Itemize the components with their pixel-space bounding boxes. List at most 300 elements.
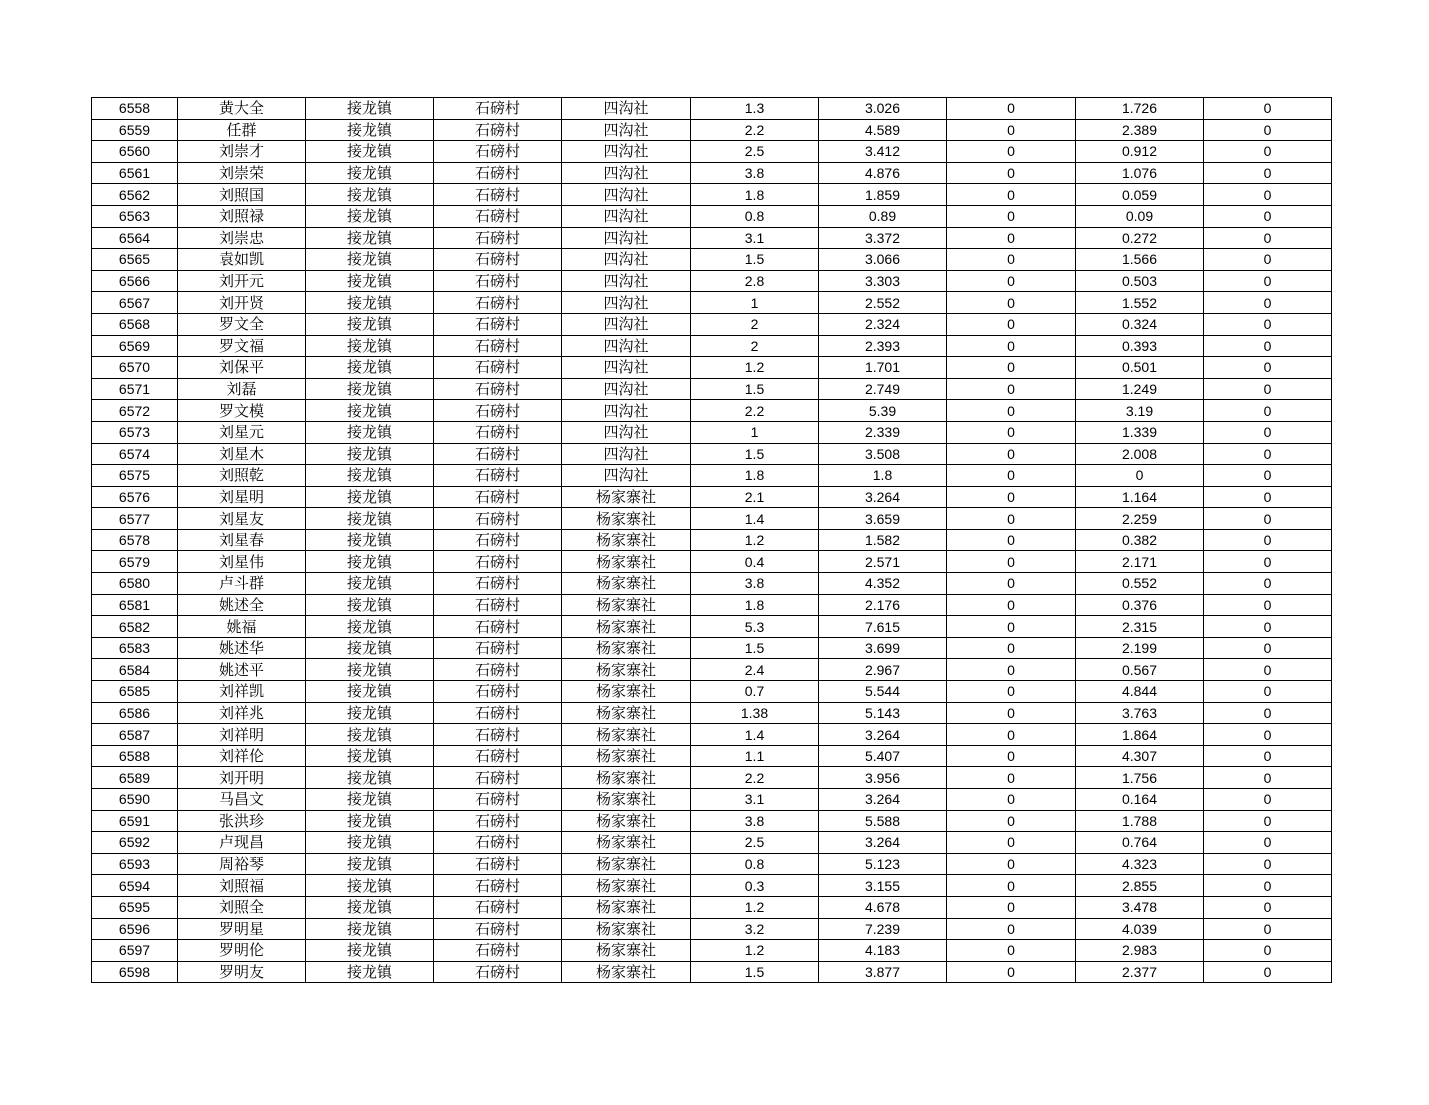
id-cell: 6573 (92, 421, 178, 443)
name-cell: 刘照禄 (178, 205, 306, 227)
value2-cell: 3.372 (819, 227, 947, 249)
group-cell: 四沟社 (562, 443, 691, 465)
id-cell: 6595 (92, 896, 178, 918)
village-cell: 石磅村 (434, 421, 562, 443)
table-row (92, 637, 1332, 659)
table-row (92, 486, 1332, 508)
value3-cell: 0 (947, 681, 1076, 703)
value5-cell: 0 (1204, 162, 1332, 184)
value5-cell: 0 (1204, 551, 1332, 573)
name-cell: 刘照乾 (178, 465, 306, 487)
table-row (92, 508, 1332, 530)
value5-cell: 0 (1204, 810, 1332, 832)
name-cell: 刘星明 (178, 486, 306, 508)
value2-cell: 4.352 (819, 573, 947, 595)
value1-cell: 1.2 (691, 529, 819, 551)
town-cell: 接龙镇 (306, 270, 434, 292)
id-cell: 6584 (92, 659, 178, 681)
town-cell: 接龙镇 (306, 896, 434, 918)
value1-cell: 3.1 (691, 789, 819, 811)
value2-cell: 4.678 (819, 896, 947, 918)
village-cell: 石磅村 (434, 918, 562, 940)
id-cell: 6562 (92, 184, 178, 206)
name-cell: 刘磊 (178, 378, 306, 400)
table-row (92, 184, 1332, 206)
table-row (92, 551, 1332, 573)
value4-cell: 1.566 (1076, 249, 1204, 271)
data-table (91, 97, 1332, 983)
value3-cell: 0 (947, 896, 1076, 918)
village-cell: 石磅村 (434, 767, 562, 789)
value4-cell: 0.764 (1076, 832, 1204, 854)
village-cell: 石磅村 (434, 875, 562, 897)
name-cell: 罗明伦 (178, 940, 306, 962)
id-cell: 6578 (92, 529, 178, 551)
value4-cell: 4.307 (1076, 745, 1204, 767)
group-cell: 四沟社 (562, 465, 691, 487)
value5-cell: 0 (1204, 832, 1332, 854)
value5-cell: 0 (1204, 616, 1332, 638)
value5-cell: 0 (1204, 313, 1332, 335)
value4-cell: 2.171 (1076, 551, 1204, 573)
value2-cell: 5.123 (819, 853, 947, 875)
table-row (92, 292, 1332, 314)
town-cell: 接龙镇 (306, 162, 434, 184)
group-cell: 杨家寨社 (562, 767, 691, 789)
name-cell: 刘崇荣 (178, 162, 306, 184)
value1-cell: 0.3 (691, 875, 819, 897)
name-cell: 罗文福 (178, 335, 306, 357)
town-cell: 接龙镇 (306, 789, 434, 811)
id-cell: 6558 (92, 98, 178, 120)
village-cell: 石磅村 (434, 853, 562, 875)
town-cell: 接龙镇 (306, 875, 434, 897)
village-cell: 石磅村 (434, 465, 562, 487)
value3-cell: 0 (947, 616, 1076, 638)
id-cell: 6593 (92, 853, 178, 875)
table-row (92, 335, 1332, 357)
town-cell: 接龙镇 (306, 421, 434, 443)
value1-cell: 3.8 (691, 810, 819, 832)
value4-cell: 0.272 (1076, 227, 1204, 249)
value4-cell: 1.756 (1076, 767, 1204, 789)
name-cell: 张洪珍 (178, 810, 306, 832)
id-cell: 6596 (92, 918, 178, 940)
value5-cell: 0 (1204, 594, 1332, 616)
town-cell: 接龙镇 (306, 573, 434, 595)
table-body (92, 98, 1332, 983)
value5-cell: 0 (1204, 465, 1332, 487)
table-row (92, 141, 1332, 163)
town-cell: 接龙镇 (306, 853, 434, 875)
value5-cell: 0 (1204, 745, 1332, 767)
id-cell: 6575 (92, 465, 178, 487)
name-cell: 刘祥兆 (178, 702, 306, 724)
id-cell: 6568 (92, 313, 178, 335)
name-cell: 刘崇才 (178, 141, 306, 163)
value5-cell: 0 (1204, 767, 1332, 789)
value1-cell: 1.4 (691, 724, 819, 746)
village-cell: 石磅村 (434, 594, 562, 616)
value2-cell: 7.615 (819, 616, 947, 638)
town-cell: 接龙镇 (306, 465, 434, 487)
value3-cell: 0 (947, 659, 1076, 681)
value2-cell: 3.264 (819, 724, 947, 746)
value1-cell: 0.4 (691, 551, 819, 573)
name-cell: 罗明友 (178, 961, 306, 983)
village-cell: 石磅村 (434, 227, 562, 249)
town-cell: 接龙镇 (306, 594, 434, 616)
value4-cell: 2.259 (1076, 508, 1204, 530)
name-cell: 姚述全 (178, 594, 306, 616)
value3-cell: 0 (947, 961, 1076, 983)
value2-cell: 4.589 (819, 119, 947, 141)
village-cell: 石磅村 (434, 961, 562, 983)
value3-cell: 0 (947, 270, 1076, 292)
value4-cell: 0.382 (1076, 529, 1204, 551)
value3-cell: 0 (947, 853, 1076, 875)
value2-cell: 2.552 (819, 292, 947, 314)
value4-cell: 1.726 (1076, 98, 1204, 120)
value2-cell: 5.143 (819, 702, 947, 724)
value1-cell: 2.5 (691, 141, 819, 163)
town-cell: 接龙镇 (306, 918, 434, 940)
name-cell: 任群 (178, 119, 306, 141)
group-cell: 四沟社 (562, 313, 691, 335)
table-row (92, 896, 1332, 918)
town-cell: 接龙镇 (306, 832, 434, 854)
village-cell: 石磅村 (434, 486, 562, 508)
group-cell: 杨家寨社 (562, 832, 691, 854)
table-row (92, 421, 1332, 443)
name-cell: 刘照全 (178, 896, 306, 918)
name-cell: 袁如凯 (178, 249, 306, 271)
value5-cell: 0 (1204, 141, 1332, 163)
value2-cell: 3.264 (819, 486, 947, 508)
value3-cell: 0 (947, 875, 1076, 897)
table-row (92, 681, 1332, 703)
id-cell: 6597 (92, 940, 178, 962)
id-cell: 6590 (92, 789, 178, 811)
village-cell: 石磅村 (434, 508, 562, 530)
name-cell: 卢斗群 (178, 573, 306, 595)
value4-cell: 0.503 (1076, 270, 1204, 292)
value5-cell: 0 (1204, 961, 1332, 983)
value1-cell: 3.2 (691, 918, 819, 940)
id-cell: 6571 (92, 378, 178, 400)
value1-cell: 1.8 (691, 465, 819, 487)
group-cell: 四沟社 (562, 292, 691, 314)
value1-cell: 0.8 (691, 853, 819, 875)
value4-cell: 4.039 (1076, 918, 1204, 940)
value4-cell: 1.249 (1076, 378, 1204, 400)
town-cell: 接龙镇 (306, 335, 434, 357)
value5-cell: 0 (1204, 270, 1332, 292)
name-cell: 刘开明 (178, 767, 306, 789)
group-cell: 杨家寨社 (562, 551, 691, 573)
id-cell: 6589 (92, 767, 178, 789)
id-cell: 6572 (92, 400, 178, 422)
value4-cell: 4.844 (1076, 681, 1204, 703)
value4-cell: 1.164 (1076, 486, 1204, 508)
value5-cell: 0 (1204, 205, 1332, 227)
value2-cell: 4.183 (819, 940, 947, 962)
village-cell: 石磅村 (434, 292, 562, 314)
value4-cell: 2.315 (1076, 616, 1204, 638)
value5-cell: 0 (1204, 573, 1332, 595)
value4-cell: 1.552 (1076, 292, 1204, 314)
value2-cell: 3.303 (819, 270, 947, 292)
value3-cell: 0 (947, 98, 1076, 120)
group-cell: 杨家寨社 (562, 810, 691, 832)
id-cell: 6594 (92, 875, 178, 897)
table-row (92, 745, 1332, 767)
id-cell: 6588 (92, 745, 178, 767)
town-cell: 接龙镇 (306, 702, 434, 724)
group-cell: 四沟社 (562, 357, 691, 379)
value3-cell: 0 (947, 313, 1076, 335)
value1-cell: 1.5 (691, 961, 819, 983)
group-cell: 杨家寨社 (562, 486, 691, 508)
id-cell: 6587 (92, 724, 178, 746)
value3-cell: 0 (947, 486, 1076, 508)
value1-cell: 1.38 (691, 702, 819, 724)
table-row (92, 573, 1332, 595)
name-cell: 刘祥明 (178, 724, 306, 746)
group-cell: 杨家寨社 (562, 637, 691, 659)
value1-cell: 2.1 (691, 486, 819, 508)
value2-cell: 2.393 (819, 335, 947, 357)
value5-cell: 0 (1204, 681, 1332, 703)
name-cell: 姚述平 (178, 659, 306, 681)
town-cell: 接龙镇 (306, 357, 434, 379)
town-cell: 接龙镇 (306, 551, 434, 573)
value2-cell: 3.659 (819, 508, 947, 530)
town-cell: 接龙镇 (306, 508, 434, 530)
value1-cell: 3.8 (691, 573, 819, 595)
value3-cell: 0 (947, 357, 1076, 379)
name-cell: 刘祥凯 (178, 681, 306, 703)
value2-cell: 3.026 (819, 98, 947, 120)
village-cell: 石磅村 (434, 573, 562, 595)
value5-cell: 0 (1204, 119, 1332, 141)
town-cell: 接龙镇 (306, 659, 434, 681)
group-cell: 杨家寨社 (562, 724, 691, 746)
town-cell: 接龙镇 (306, 637, 434, 659)
value3-cell: 0 (947, 767, 1076, 789)
value5-cell: 0 (1204, 940, 1332, 962)
value3-cell: 0 (947, 421, 1076, 443)
table-row (92, 270, 1332, 292)
value4-cell: 2.008 (1076, 443, 1204, 465)
value2-cell: 7.239 (819, 918, 947, 940)
value1-cell: 1.2 (691, 940, 819, 962)
value4-cell: 3.478 (1076, 896, 1204, 918)
value5-cell: 0 (1204, 335, 1332, 357)
table-row (92, 875, 1332, 897)
value5-cell: 0 (1204, 421, 1332, 443)
value3-cell: 0 (947, 443, 1076, 465)
value2-cell: 2.176 (819, 594, 947, 616)
table-row (92, 357, 1332, 379)
value1-cell: 1 (691, 292, 819, 314)
group-cell: 四沟社 (562, 378, 691, 400)
table-row (92, 227, 1332, 249)
value1-cell: 1.5 (691, 443, 819, 465)
village-cell: 石磅村 (434, 940, 562, 962)
value2-cell: 5.407 (819, 745, 947, 767)
village-cell: 石磅村 (434, 184, 562, 206)
id-cell: 6570 (92, 357, 178, 379)
group-cell: 四沟社 (562, 119, 691, 141)
town-cell: 接龙镇 (306, 141, 434, 163)
value4-cell: 2.983 (1076, 940, 1204, 962)
group-cell: 四沟社 (562, 249, 691, 271)
value2-cell: 2.967 (819, 659, 947, 681)
value2-cell: 3.412 (819, 141, 947, 163)
value2-cell: 3.264 (819, 789, 947, 811)
group-cell: 杨家寨社 (562, 745, 691, 767)
value1-cell: 1.2 (691, 896, 819, 918)
value4-cell: 3.763 (1076, 702, 1204, 724)
value1-cell: 2 (691, 313, 819, 335)
village-cell: 石磅村 (434, 529, 562, 551)
town-cell: 接龙镇 (306, 810, 434, 832)
name-cell: 罗文模 (178, 400, 306, 422)
value3-cell: 0 (947, 789, 1076, 811)
value3-cell: 0 (947, 400, 1076, 422)
group-cell: 杨家寨社 (562, 853, 691, 875)
value5-cell: 0 (1204, 378, 1332, 400)
group-cell: 杨家寨社 (562, 659, 691, 681)
value2-cell: 2.339 (819, 421, 947, 443)
group-cell: 杨家寨社 (562, 961, 691, 983)
value1-cell: 2.4 (691, 659, 819, 681)
value1-cell: 2 (691, 335, 819, 357)
table-row (92, 853, 1332, 875)
name-cell: 周裕琴 (178, 853, 306, 875)
value4-cell: 0.552 (1076, 573, 1204, 595)
name-cell: 卢现昌 (178, 832, 306, 854)
village-cell: 石磅村 (434, 249, 562, 271)
village-cell: 石磅村 (434, 637, 562, 659)
name-cell: 刘开贤 (178, 292, 306, 314)
value2-cell: 3.264 (819, 832, 947, 854)
town-cell: 接龙镇 (306, 249, 434, 271)
id-cell: 6564 (92, 227, 178, 249)
name-cell: 刘星友 (178, 508, 306, 530)
village-cell: 石磅村 (434, 119, 562, 141)
town-cell: 接龙镇 (306, 486, 434, 508)
village-cell: 石磅村 (434, 724, 562, 746)
value2-cell: 2.324 (819, 313, 947, 335)
id-cell: 6583 (92, 637, 178, 659)
value4-cell: 0.567 (1076, 659, 1204, 681)
village-cell: 石磅村 (434, 443, 562, 465)
value2-cell: 5.39 (819, 400, 947, 422)
id-cell: 6585 (92, 681, 178, 703)
value1-cell: 1.8 (691, 594, 819, 616)
value3-cell: 0 (947, 508, 1076, 530)
value3-cell: 0 (947, 378, 1076, 400)
value1-cell: 2.2 (691, 119, 819, 141)
value1-cell: 1.3 (691, 98, 819, 120)
id-cell: 6586 (92, 702, 178, 724)
value4-cell: 2.199 (1076, 637, 1204, 659)
name-cell: 马昌文 (178, 789, 306, 811)
id-cell: 6569 (92, 335, 178, 357)
village-cell: 石磅村 (434, 400, 562, 422)
table-row (92, 810, 1332, 832)
value4-cell: 2.389 (1076, 119, 1204, 141)
table-row (92, 98, 1332, 120)
value3-cell: 0 (947, 249, 1076, 271)
group-cell: 杨家寨社 (562, 940, 691, 962)
town-cell: 接龙镇 (306, 767, 434, 789)
name-cell: 刘照福 (178, 875, 306, 897)
value4-cell: 0.393 (1076, 335, 1204, 357)
value3-cell: 0 (947, 724, 1076, 746)
group-cell: 杨家寨社 (562, 702, 691, 724)
value4-cell: 2.377 (1076, 961, 1204, 983)
group-cell: 杨家寨社 (562, 875, 691, 897)
table-row (92, 313, 1332, 335)
value5-cell: 0 (1204, 249, 1332, 271)
value2-cell: 2.749 (819, 378, 947, 400)
group-cell: 杨家寨社 (562, 594, 691, 616)
town-cell: 接龙镇 (306, 529, 434, 551)
value3-cell: 0 (947, 335, 1076, 357)
village-cell: 石磅村 (434, 313, 562, 335)
table-row (92, 961, 1332, 983)
table-row (92, 529, 1332, 551)
table-row (92, 249, 1332, 271)
value2-cell: 1.859 (819, 184, 947, 206)
value2-cell: 1.582 (819, 529, 947, 551)
village-cell: 石磅村 (434, 702, 562, 724)
value4-cell: 0.912 (1076, 141, 1204, 163)
village-cell: 石磅村 (434, 745, 562, 767)
value5-cell: 0 (1204, 486, 1332, 508)
value3-cell: 0 (947, 594, 1076, 616)
town-cell: 接龙镇 (306, 184, 434, 206)
village-cell: 石磅村 (434, 270, 562, 292)
name-cell: 刘开元 (178, 270, 306, 292)
value1-cell: 3.8 (691, 162, 819, 184)
value3-cell: 0 (947, 119, 1076, 141)
name-cell: 刘保平 (178, 357, 306, 379)
table-row (92, 378, 1332, 400)
town-cell: 接龙镇 (306, 227, 434, 249)
table-row (92, 940, 1332, 962)
value1-cell: 1.5 (691, 378, 819, 400)
group-cell: 杨家寨社 (562, 529, 691, 551)
group-cell: 杨家寨社 (562, 573, 691, 595)
value2-cell: 3.956 (819, 767, 947, 789)
value2-cell: 3.066 (819, 249, 947, 271)
value2-cell: 1.8 (819, 465, 947, 487)
village-cell: 石磅村 (434, 162, 562, 184)
name-cell: 刘星春 (178, 529, 306, 551)
table-row (92, 616, 1332, 638)
value3-cell: 0 (947, 162, 1076, 184)
group-cell: 四沟社 (562, 205, 691, 227)
name-cell: 姚福 (178, 616, 306, 638)
id-cell: 6591 (92, 810, 178, 832)
value1-cell: 0.7 (691, 681, 819, 703)
id-cell: 6566 (92, 270, 178, 292)
name-cell: 姚述华 (178, 637, 306, 659)
